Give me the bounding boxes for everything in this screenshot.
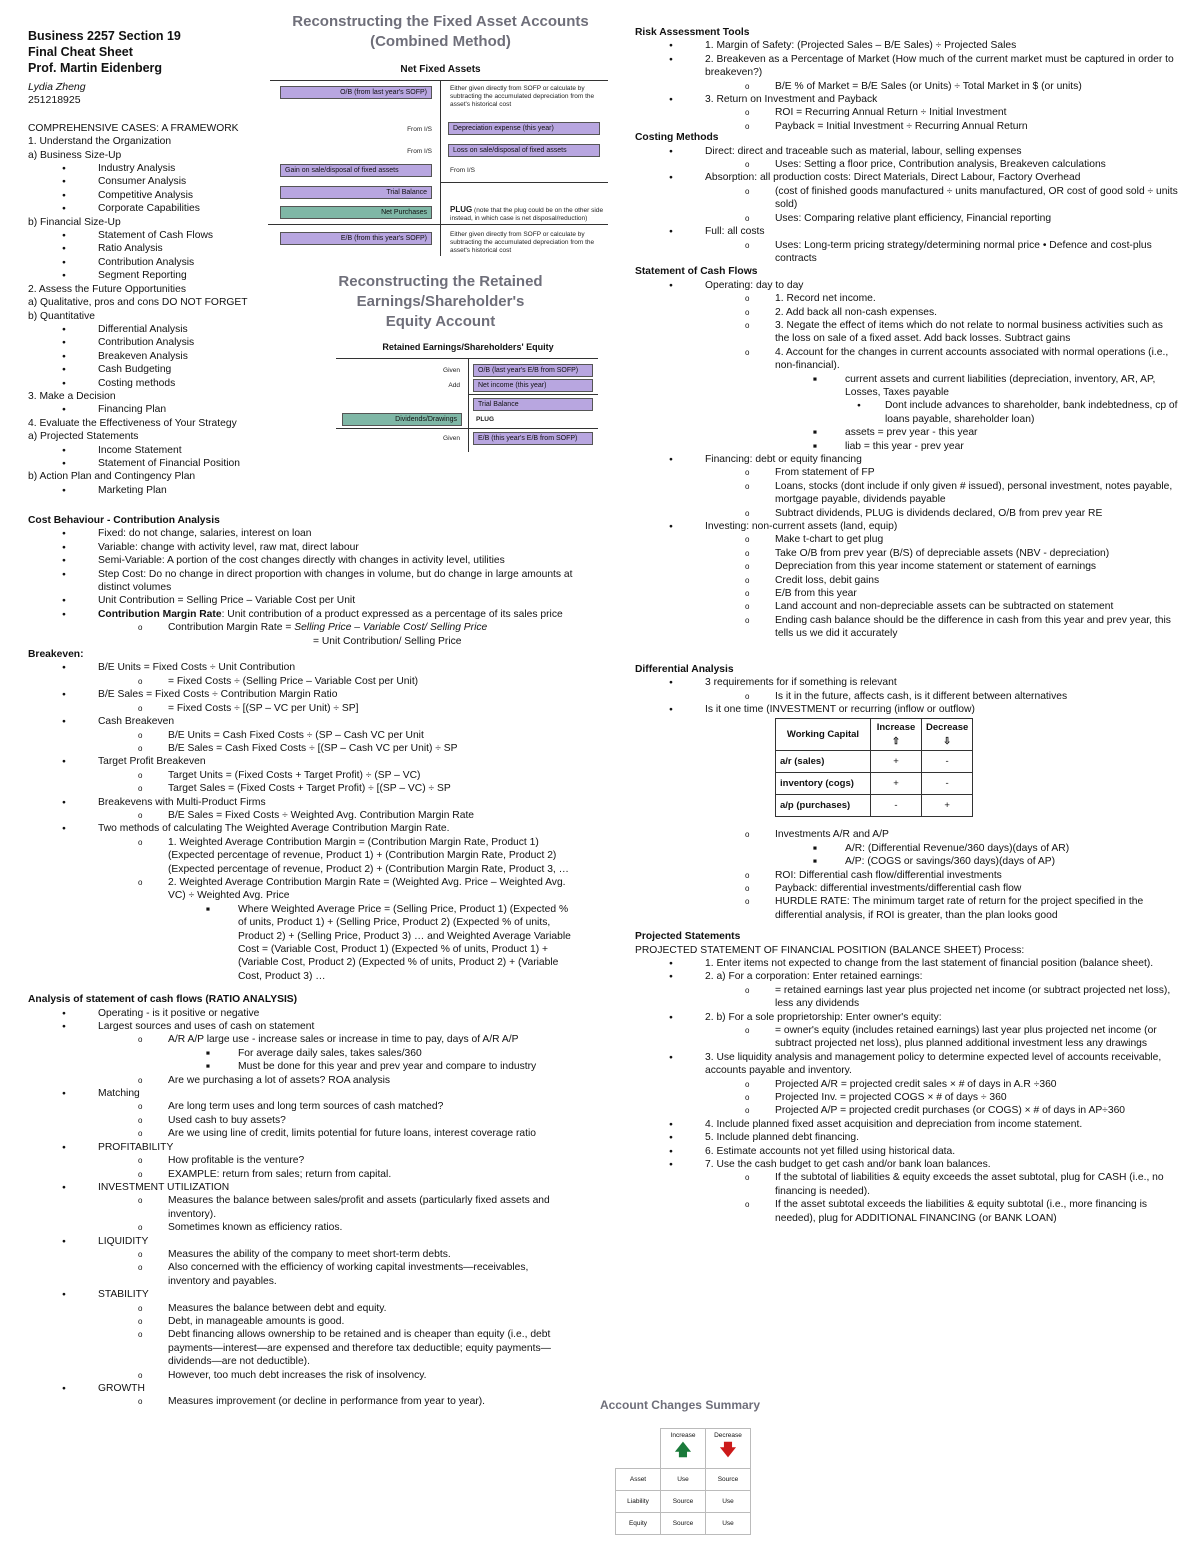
table-cell: a/r (sales) — [776, 751, 871, 773]
diagram-title-line: (Combined Method) — [370, 33, 511, 50]
plug-label: PLUG — [450, 205, 473, 214]
framework-title: COMPREHENSIVE CASES: A FRAMEWORK — [28, 122, 239, 134]
table-cell: + — [871, 773, 922, 795]
list-item: o Debt financing allows ownership to be retained and is cheaper than equity (i.e., debt payments—interest—are expensed and therefore tax deductible; equity payments—dividends—are not deductible). — [28, 1328, 573, 1368]
list-item: ● Consumer Analysis — [28, 175, 273, 188]
retained-earnings-t-account — [268, 342, 613, 452]
list-item: o B/E % of Market = B/E Sales (or Units) ÷ Total Market in $ (or units) — [635, 80, 1180, 93]
framework-step: 2. Assess the Future Opportunities — [28, 283, 186, 295]
list-item: ● 1. Enter items not expected to change from the last statement of financial position (balance sheet). — [635, 957, 1180, 970]
header-label: Decrease — [714, 1431, 742, 1439]
t-account-divider — [468, 394, 598, 395]
list-item: ■ Must be done for this year and prev year and compare to industry — [28, 1060, 573, 1073]
list-item: o Projected A/R = projected credit sales × # of days in A.R ÷360 — [635, 1078, 1180, 1091]
list-item: ● 2. b) For a sole proprietorship: Enter owner's equity: — [635, 1011, 1180, 1024]
bold-term: Contribution Margin Rate — [98, 608, 222, 620]
differential-section — [635, 663, 1180, 922]
list-item: ● Costing methods — [28, 377, 273, 390]
list-item: o 4. Account for the changes in current accounts associated with normal operations (i.e., non-financial). — [635, 346, 1180, 373]
list-item: ● Statement of Financial Position — [28, 457, 273, 470]
list-item: o Target Sales = (Fixed Costs + Target Profit) ÷ [(SP – VC) ÷ SP — [28, 782, 573, 795]
list-item: ● Operating: day to day — [635, 279, 1180, 292]
framework-step: 1. Understand the Organization — [28, 136, 172, 148]
t-account-divider — [336, 428, 598, 429]
list-item: ● Is it one time (INVESTMENT or recurring (inflow or outflow) — [635, 703, 1180, 716]
table-cell: Use — [706, 1513, 751, 1535]
list-item: ● Differential Analysis — [28, 323, 273, 336]
list-item: o Payback: differential investments/differential cash flow — [635, 882, 1180, 895]
list-item: ● Matching — [28, 1087, 573, 1100]
working-capital-table — [775, 718, 973, 817]
diagram-title-line: Reconstructing the Fixed Asset Accounts — [292, 13, 589, 30]
table-header — [661, 1429, 706, 1469]
account-changes-title: Account Changes Summary — [599, 1398, 761, 1412]
t-account-title: Retained Earnings/Shareholders' Equity — [382, 342, 554, 352]
list-item: ■ assets = prev year - this year — [635, 426, 1180, 439]
list-item: o B/E Sales = Cash Fixed Costs ÷ [(SP – Cash VC per Unit) ÷ SP — [28, 742, 573, 755]
list-item: o ROI: Differential cash flow/differential investments — [635, 869, 1180, 882]
list-item: o HURDLE RATE: The minimum target rate of return for the project specified in the differential analysis, if ROI is greater, than the plan looks good — [635, 895, 1180, 922]
list-item: ● Statement of Cash Flows — [28, 229, 273, 242]
table-row — [616, 1469, 751, 1491]
list-item: ● STABILITY — [28, 1288, 573, 1301]
list-item: o EXAMPLE: return from sales; return from capital. — [28, 1168, 573, 1181]
list-item: ● Marketing Plan — [28, 484, 273, 497]
costing-section — [635, 131, 1180, 265]
table-cell: inventory (cogs) — [776, 773, 871, 795]
fa-net-purchases-box: Net Purchases — [280, 206, 432, 219]
header-label: Increase — [670, 1431, 696, 1439]
list-item: o Also concerned with the efficiency of working capital investments—receivables, inventory and payables. — [28, 1261, 573, 1288]
list-item: ● Variable: change with activity level, raw mat, direct labour — [28, 541, 573, 554]
framework-section — [28, 122, 273, 497]
framework-substep: a) Projected Statements — [28, 431, 139, 443]
list-item: ● 1. Margin of Safety: (Projected Sales – B/E Sales) ÷ Projected Sales — [635, 39, 1180, 52]
list-item: ● 3. Use liquidity analysis and management policy to determine expected level of accounts receivable, accounts payable and inventory. — [635, 1051, 1180, 1078]
list-item: o B/E Units = Cash Fixed Costs ÷ (SP – Cash VC per Unit — [28, 729, 573, 742]
list-item: o = Fixed Costs ÷ (Selling Price – Variable Cost per Unit) — [28, 675, 573, 688]
list-item: ● Absorption: all production costs: Direct Materials, Direct Labour, Factory Overhead — [635, 171, 1180, 184]
list-item: o = Fixed Costs ÷ [(SP – VC per Unit) ÷ SP] — [28, 702, 573, 715]
diagram-title-line: Equity Account — [385, 313, 496, 330]
list-item: ● Fixed: do not change, salaries, interest on loan — [28, 527, 573, 540]
list-item: ● Full: all costs — [635, 225, 1180, 238]
re-eb-box: E/B (this year's E/B from SOFP) — [473, 432, 593, 445]
list-item: ● Largest sources and uses of cash on statement — [28, 1020, 573, 1033]
list-item: o Sometimes known as efficiency ratios. — [28, 1221, 573, 1234]
list-item: ● PROFITABILITY — [28, 1141, 573, 1154]
re-add: Add — [448, 382, 460, 389]
list-item: ● Two methods of calculating The Weighted Average Contribution Margin Rate. — [28, 822, 573, 835]
list-item: ● 2. Breakeven as a Percentage of Market (How much of the current market must be captured in order to breakeven?) — [635, 53, 1180, 80]
table-row — [776, 795, 973, 817]
list-item: ● Financing Plan — [28, 403, 273, 416]
list-item: ● Breakeven Analysis — [28, 350, 273, 363]
framework-step: 3. Make a Decision — [28, 390, 116, 402]
table-cell: + — [922, 795, 973, 817]
list-item: o How profitable is the venture? — [28, 1154, 573, 1167]
risk-section — [635, 26, 1180, 133]
left-column — [28, 22, 273, 497]
formula: Selling Price – Variable Cost/ Selling Price — [294, 622, 488, 634]
retained-earnings-title — [268, 272, 613, 332]
account-changes-summary — [590, 1398, 770, 1538]
table-cell: Liability — [616, 1491, 661, 1513]
list-item: o Take O/B from prev year (B/S) of depreciable assets (NBV - depreciation) — [635, 547, 1180, 560]
list-item: o Uses: Long-term pricing strategy/determining normal price • Defence and cost-plus contracts — [635, 239, 1180, 266]
diagram-column — [268, 12, 613, 452]
list-item: o Uses: Comparing relative plant efficiency, Financial reporting — [635, 212, 1180, 225]
fa-ob-box: O/B (from last year's SOFP) — [280, 86, 432, 99]
list-item: ● Semi-Variable: A portion of the cost changes directly with changes in activity level, utilities — [28, 554, 573, 567]
fa-eb-box: E/B (from this year's SOFP) — [280, 232, 432, 245]
list-item — [28, 621, 573, 634]
student-name: Lydia Zheng — [28, 81, 86, 93]
fa-dep-box: Depreciation expense (this year) — [448, 122, 600, 135]
framework-substep: a) Qualitative, pros and cons DO NOT FORGET — [28, 297, 248, 309]
table-cell: a/p (purchases) — [776, 795, 871, 817]
list-item: o 1. Record net income. — [635, 292, 1180, 305]
list-item: ● B/E Sales = Fixed Costs ÷ Contribution Margin Ratio — [28, 688, 573, 701]
re-net-income-box: Net income (this year) — [473, 379, 593, 392]
list-item: o Investments A/R and A/P — [635, 828, 1180, 841]
list-item: o Measures the ability of the company to meet short-term debts. — [28, 1248, 573, 1261]
list-item: o 1. Weighted Average Contribution Margin = (Contribution Margin Rate, Product 1) (Expected percentage of revenue, Product 1) + (Contribution Margin Rate, Product 2) (Expected percentage of revenue, Product 2) + (Contribution Margin Rate, Product 3, … — [28, 836, 573, 876]
list-item: o Ending cash balance should be the difference in cash from this year and prev year, this tells us we did it accurately — [635, 614, 1180, 641]
table-cell: - — [922, 773, 973, 795]
table-header — [922, 719, 973, 751]
up-arrow-icon: 🡅 — [674, 1441, 692, 1459]
table-cell: Use — [706, 1491, 751, 1513]
list-item: ● Industry Analysis — [28, 162, 273, 175]
account-changes-table — [615, 1428, 751, 1535]
list-item: ■ For average daily sales, takes sales/360 — [28, 1047, 573, 1060]
list-item: o = retained earnings last year plus projected net income (or subtract projected net loss), less any dividends — [635, 984, 1180, 1011]
framework-substep: b) Financial Size-Up — [28, 216, 121, 228]
t-account-divider — [440, 80, 441, 256]
list-item: o Projected Inv. = projected COGS × # of days ÷ 360 — [635, 1091, 1180, 1104]
list-item: o Uses: Setting a floor price, Contribution analysis, Breakeven calculations — [635, 158, 1180, 171]
section-heading: Statement of Cash Flows — [635, 266, 758, 278]
t-account-divider — [268, 224, 608, 225]
list-item: o From statement of FP — [635, 466, 1180, 479]
table-cell: Equity — [616, 1513, 661, 1535]
fa-from-is: From I/S — [407, 126, 432, 133]
fa-plug-note — [450, 206, 608, 223]
re-given: Given — [443, 435, 460, 442]
list-item: o = owner's equity (includes retained earnings) last year plus projected net income (or subtract projected net loss), plus planned additional investment less any drawings — [635, 1024, 1180, 1051]
list-item: o Payback = Initial Investment ÷ Recurring Annual Return — [635, 120, 1180, 133]
list-item — [28, 608, 573, 621]
t-account-divider — [270, 80, 608, 81]
plug-note-text: (note that the plug could be on the other side instead, in which case is net disposal/reduction) — [450, 207, 604, 222]
list-item: o Credit loss, debit gains — [635, 574, 1180, 587]
re-plug: PLUG — [476, 416, 495, 423]
list-item: o Are we purchasing a lot of assets? ROA analysis — [28, 1074, 573, 1087]
term-definition: : Unit contribution of a product expressed as a percentage of its sales price — [221, 608, 563, 620]
list-item: ● LIQUIDITY — [28, 1235, 573, 1248]
table-row — [616, 1491, 751, 1513]
list-item: ● 3 requirements for if something is relevant — [635, 676, 1180, 689]
list-item: o If the asset subtotal exceeds the liabilities & equity subtotal (i.e., more financing is needed), plug for ADDITIONAL FINANCING (or BANK LOAN) — [635, 1198, 1180, 1225]
list-item: ● Segment Reporting — [28, 269, 273, 282]
formula-continuation: = Unit Contribution/ Selling Price — [313, 635, 462, 647]
fa-ob-note: Either given directly from SOFP or calculate by subtracting the accumulated depreciation from the asset's historical cost — [450, 85, 595, 108]
table-cell: - — [922, 751, 973, 773]
list-item: o (cost of finished goods manufactured ÷ units manufactured, OR cost of good sold ÷ units sold) — [635, 185, 1180, 212]
sheet-title: Final Cheat Sheet — [28, 45, 133, 59]
working-capital-table-wrap — [635, 716, 1180, 828]
list-item: o Are we using line of credit, limits potential for future loans, interest coverage ratio — [28, 1127, 573, 1140]
section-heading: Risk Assessment Tools — [635, 27, 750, 38]
fa-trial-box: Trial Balance — [280, 186, 432, 199]
list-item: ● Cash Budgeting — [28, 363, 273, 376]
table-header — [871, 719, 922, 751]
table-row — [776, 751, 973, 773]
re-given: Given — [443, 367, 460, 374]
fa-gain-box: Gain on sale/disposal of fixed assets — [280, 164, 432, 177]
list-item: o A/R A/P large use - increase sales or increase in time to pay, days of A/R A/P — [28, 1033, 573, 1046]
right-column — [635, 22, 1180, 1225]
projected-section — [635, 930, 1180, 1225]
list-item: ● Income Statement — [28, 444, 273, 457]
up-arrow-icon: ⇧ — [892, 735, 900, 747]
table-cell: Use — [661, 1469, 706, 1491]
framework-substep: b) Quantitative — [28, 310, 95, 322]
list-item: o Debt, in manageable amounts is good. — [28, 1315, 573, 1328]
framework-substep: a) Business Size-Up — [28, 149, 122, 161]
fa-eb-note: Either given directly from SOFP or calculate by subtracting the accumulated depreciation from the asset's historical cost — [450, 231, 595, 254]
list-item: ■ Where Weighted Average Price = (Selling Price, Product 1) (Expected % of units, Product 1) + (Selling Price, Product 2) (Expected % of units, Product 2) + (Selling Price, Product 3) … and Weighted Average Variable Cost = (Variable Cost, Product 1) (Expected % of units, Product 1) + (Variable Cost, Product 2) (Expected % of units, Product 2) + (Variable Cost, Product 3) … — [28, 903, 573, 983]
framework-step: 4. Evaluate the Effectiveness of Your Strategy — [28, 417, 237, 429]
list-item: ● Competitive Analysis — [28, 189, 273, 202]
cost-behaviour-section — [28, 514, 573, 648]
section-subtitle: PROJECTED STATEMENT OF FINANCIAL POSITION (BALANCE SHEET) Process: — [635, 944, 1025, 956]
list-item: o Is it in the future, affects cash, is it different between alternatives — [635, 690, 1180, 703]
list-item: ● Contribution Analysis — [28, 336, 273, 349]
blank-cell — [616, 1429, 661, 1469]
list-item: o Subtract dividends, PLUG is dividends declared, O/B from prev year RE — [635, 507, 1180, 520]
list-item: o Used cash to buy assets? — [28, 1114, 573, 1127]
formula-label: Contribution Margin Rate = — [168, 622, 295, 634]
re-trial-box: Trial Balance — [473, 398, 593, 411]
list-item: o E/B from this year — [635, 587, 1180, 600]
fa-gain-from: From I/S — [450, 167, 475, 174]
list-item: ■ current assets and current liabilities (depreciation, inventory, AR, AP, Losses, Taxes payable — [635, 373, 1180, 400]
list-item: ● 5. Include planned debt financing. — [635, 1131, 1180, 1144]
ratio-analysis-section — [28, 993, 573, 1409]
list-item: ● GROWTH — [28, 1382, 573, 1395]
list-item: ● Unit Contribution = Selling Price – Variable Cost per Unit — [28, 594, 573, 607]
list-item: o Projected A/P = projected credit purchases (or COGS) × # of days in AP÷360 — [635, 1104, 1180, 1117]
list-item: o 2. Add back all non-cash expenses. — [635, 306, 1180, 319]
re-dividends-box: Dividends/Drawings — [342, 413, 462, 426]
table-cell: Source — [706, 1469, 751, 1491]
table-cell: + — [871, 751, 922, 773]
table-row — [616, 1513, 751, 1535]
list-item: o Loans, stocks (dont include if only given # issued), personal investment, notes payable, mortgage payable, dividends payable — [635, 480, 1180, 507]
list-item: o Measures the balance between debt and equity. — [28, 1302, 573, 1315]
list-item: o Make t-chart to get plug — [635, 533, 1180, 546]
section-heading: Costing Methods — [635, 132, 719, 144]
t-account-divider — [336, 358, 598, 359]
table-cell: Source — [661, 1513, 706, 1535]
section-heading: Projected Statements — [635, 931, 741, 943]
list-item: o 2. Weighted Average Contribution Margin Rate = (Weighted Avg. Price – Weighted Avg. VC) ÷ Weighted Avg. Price — [28, 876, 573, 903]
list-item: ● 2. a) For a corporation: Enter retained earnings: — [635, 970, 1180, 983]
list-item: ■ A/R: (Differential Revenue/360 days)(days of AR) — [635, 842, 1180, 855]
fixed-asset-t-account — [268, 56, 613, 254]
table-cell: - — [871, 795, 922, 817]
framework-substep: b) Action Plan and Contingency Plan — [28, 471, 196, 483]
list-item: ● Contribution Analysis — [28, 256, 273, 269]
diagram-title-line: Reconstructing the Retained Earnings/Shareholder's — [338, 273, 543, 310]
list-item: o Land account and non-depreciable assets can be subtracted on statement — [635, 600, 1180, 613]
re-ob-box: O/B (last year's E/B from SOFP) — [473, 364, 593, 377]
list-item: o However, too much debt increases the risk of insolvency. — [28, 1369, 573, 1382]
course-title: Business 2257 Section 19 — [28, 29, 181, 43]
list-item: ● Cash Breakeven — [28, 715, 573, 728]
down-arrow-icon: ⇩ — [943, 735, 952, 747]
section-heading: Breakeven: — [28, 649, 84, 661]
list-item: o ROI = Recurring Annual Return ÷ Initial Investment — [635, 106, 1180, 119]
list-item: o Target Units = (Fixed Costs + Target Profit) ÷ (SP – VC) — [28, 769, 573, 782]
list-item: o If the subtotal of liabilities & equity exceeds the asset subtotal, plug for CASH (i.e., no financing is needed). — [635, 1171, 1180, 1198]
fa-loss-box: Loss on sale/disposal of fixed assets — [448, 144, 600, 157]
table-cell: Source — [661, 1491, 706, 1513]
list-item: o Measures the balance between sales/profit and assets (particularly fixed assets and inventory). — [28, 1194, 573, 1221]
student-id: 251218925 — [28, 94, 81, 107]
left-wide-column — [28, 514, 573, 1409]
header-label: Increase — [876, 722, 916, 734]
cash-flows-section — [635, 265, 1180, 640]
t-account-divider — [440, 182, 608, 183]
list-item: o B/E Sales = Fixed Costs ÷ Weighted Avg. Contribution Margin Rate — [28, 809, 573, 822]
list-item: ● B/E Units = Fixed Costs ÷ Unit Contribution — [28, 661, 573, 674]
down-arrow-icon: 🡇 — [719, 1441, 737, 1459]
header-label: Decrease — [926, 722, 969, 734]
list-item: ● Corporate Capabilities — [28, 202, 273, 215]
list-item: ● Step Cost: Do no change in direct proportion with changes in volume, but do change in large amounts at distinct volumes — [28, 568, 573, 595]
list-item: ● Ratio Analysis — [28, 242, 273, 255]
fixed-asset-title — [268, 12, 613, 52]
list-item: ● Direct: direct and traceable such as material, labour, selling expenses — [635, 145, 1180, 158]
list-item: ● Breakevens with Multi-Product Firms — [28, 796, 573, 809]
list-item: ● Financing: debt or equity financing — [635, 453, 1180, 466]
t-account-divider — [468, 358, 469, 452]
section-heading: Analysis of statement of cash flows (RATIO ANALYSIS) — [28, 994, 298, 1006]
list-item: ● 3. Return on Investment and Payback — [635, 93, 1180, 106]
list-item: ● INVESTMENT UTILIZATION — [28, 1181, 573, 1194]
section-heading: Differential Analysis — [635, 663, 734, 675]
list-item: ■ liab = this year - prev year — [635, 440, 1180, 453]
list-item: ● 6. Estimate accounts not yet filled using historical data. — [635, 1145, 1180, 1158]
list-item: ● Dont include advances to shareholder, bank indebtedness, cp of loans payable, shareholder loan) — [635, 399, 1180, 426]
list-item: o 3. Negate the effect of items which do not relate to normal business activities such as the loss on sale of a fixed asset. Add back losses. Subtract gains — [635, 319, 1180, 346]
table-header: Working Capital — [776, 719, 871, 751]
fa-from-is: From I/S — [407, 148, 432, 155]
list-item: ● Investing: non-current assets (land, equip) — [635, 520, 1180, 533]
breakeven-section — [28, 648, 573, 983]
table-row — [776, 773, 973, 795]
list-item: o Depreciation from this year income statement or statement of earnings — [635, 560, 1180, 573]
list-item: ● 4. Include planned fixed asset acquisition and depreciation from income statement. — [635, 1118, 1180, 1131]
table-cell: Asset — [616, 1469, 661, 1491]
t-account-title: Net Fixed Assets — [400, 64, 481, 75]
list-item: ● Target Profit Breakeven — [28, 755, 573, 768]
list-item: o Are long term uses and long term sources of cash matched? — [28, 1100, 573, 1113]
professor: Prof. Martin Eidenberg — [28, 61, 163, 75]
list-item: ● 7. Use the cash budget to get cash and/or bank loan balances. — [635, 1158, 1180, 1171]
section-heading: Cost Behaviour - Contribution Analysis — [28, 515, 220, 526]
list-item: ● Operating - is it positive or negative — [28, 1007, 573, 1020]
table-header — [706, 1429, 751, 1469]
list-item: o Measures improvement (or decline in performance from year to year). — [28, 1395, 573, 1408]
list-item: ■ A/P: (COGS or savings/360 days)(days of AP) — [635, 855, 1180, 868]
